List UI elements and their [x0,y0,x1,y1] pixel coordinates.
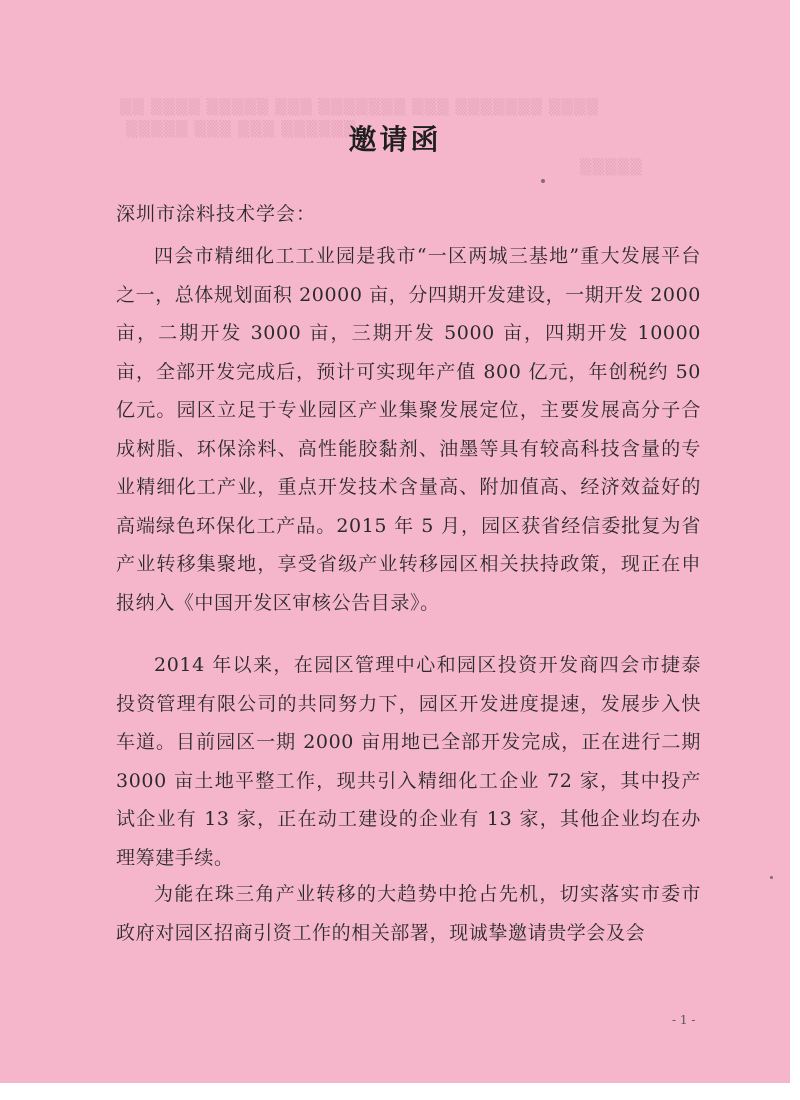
body-paragraph-3: 为能在珠三角产业转移的大趋势中抢占先机，切实落实市委市政府对园区招商引资工作的相关部署，现诚挚邀请贵学会及会 [116,883,701,944]
document-title: 邀请函 [348,123,442,156]
page-number: - 1 - [672,1013,696,1027]
paper-speck [541,179,545,183]
salutation: 深圳市涂料技术学会： [116,203,317,225]
body-paragraph-2: 2014 年以来，在园区管理中心和园区投资开发商四会市捷泰投资管理有限公司的共同努力下，园区开发进度提速，发展步入快车道。目前园区一期 2000 亩用地已全部开发完成，正在进行二期 3000 亩土地平整工作，现共引入精细化工企业 72 家，其中投产试企业有 13 家，正在动工建设的企业有 13 家，其他企业均在办理筹建手续。 [116,654,701,869]
show-through-bleed: ▒▒ ▒▒▒▒ ▒▒▒▒▒ ▒▒▒ ▒▒▒▒▒▒▒ ▒▒▒ ▒▒▒▒▒▒▒ ▒▒▒▒ ▒▒▒▒▒ ▒▒▒ ▒▒▒ ▒▒▒▒▒▒ ▒▒▒▒▒ [120,98,643,176]
paper-speck [770,876,773,879]
body-paragraph-1: 四会市精细化工工业园是我市“一区两城三基地”重大发展平台之一，总体规划面积 20000 亩，分四期开发建设，一期开发 2000 亩，二期开发 3000 亩，三期开发 5000 亩，四期开发 10000 亩，全部开发完成后，预计可实现年产值 800 亿元，年创税约 50 亿元。园区立足于专业园区产业集聚发展定位，主要发展高分子合成树脂、环保涂料、高性能胶黏剂、油墨等具有较高科技含量的专业精细化工产业，重点开发技术含量高、附加值高、经济效益好的高端绿色环保化工产品。2015 年 5 月，园区获省经信委批复为省产业转移集聚地，享受省级产业转移园区相关扶持政策，现正在申报纳入《中国开发区审核公告目录》。 [116,245,701,614]
